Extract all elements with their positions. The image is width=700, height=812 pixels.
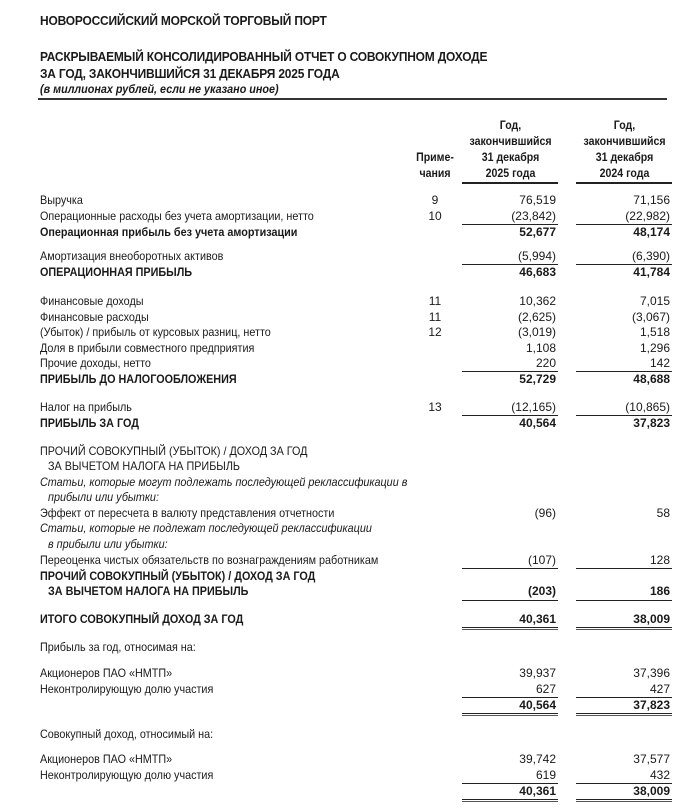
section-heading: ПРОЧИЙ СОВОКУПНЫЙ (УБЫТОК) / ДОХОД ЗА ГОД [40,444,308,458]
table-row: Переоценка чистых обязательств по вознаграждениям работникам (107) 128 [40,553,670,567]
column-header-rule [462,182,558,184]
table-row-total: ИТОГО СОВОКУПНЫЙ ДОХОД ЗА ГОД 40,361 38,009 [40,612,670,626]
table-row-total: 40,361 38,009 [519,784,670,798]
table-row: Операционные расходы без учета амортизации, нетто 10 (23,842) (22,982) [40,209,670,223]
total-double-rule [576,627,672,630]
table-row-subtotal: ПРИБЫЛЬ ЗА ГОД 40,564 37,823 [40,416,670,430]
statement-title-line2: ЗА ГОД, ЗАКОНЧИВШИЙСЯ 31 ДЕКАБРЯ 2025 ГОДА [40,66,340,81]
column-header-notes: Приме- чания [416,152,454,180]
table-row: Акционеров ПАО «НМТП» 39,742 37,577 [40,752,670,766]
table-row-subtotal: ОПЕРАЦИОННАЯ ПРИБЫЛЬ 46,683 41,784 [40,265,670,279]
column-header-rule [576,182,672,184]
attribution-heading: Прибыль за год, относимая на: [40,640,196,654]
section-subheading: прибыли или убытки: [48,490,159,504]
subtotal-rule [462,600,558,601]
table-row: Доля в прибыли совместного предприятия 1,108 1,296 [40,341,670,355]
table-row-subtotal: ПРИБЫЛЬ ДО НАЛОГООБЛОЖЕНИЯ 52,729 48,688 [40,372,670,386]
section-subheading: Статьи, которые могут подлежать последующей реклассификации в [40,475,408,489]
table-row-subtotal: ЗА ВЫЧЕТОМ НАЛОГА НА ПРИБЫЛЬ (203) 186 [48,584,670,598]
table-row: Эффект от пересчета в валюту представления отчетности (96) 58 [40,506,670,520]
table-row: Финансовые доходы 11 10,362 7,015 [40,294,670,308]
table-row-subtotal: ПРОЧИЙ СОВОКУПНЫЙ (УБЫТОК) / ДОХОД ЗА ГОД [40,569,316,583]
table-row: (Убыток) / прибыль от курсовых разниц, нетто 12 (3,019) 1,518 [40,325,670,339]
total-double-rule [576,713,672,716]
total-double-rule [462,713,558,716]
section-heading: ЗА ВЫЧЕТОМ НАЛОГА НА ПРИБЫЛЬ [48,459,241,473]
total-double-rule [576,799,672,802]
statement-title-line1: РАСКРЫВАЕМЫЙ КОНСОЛИДИРОВАННЫЙ ОТЧЕТ О СОВОКУПНОМ ДОХОДЕ [40,49,488,64]
table-row: Неконтролирующую долю участия 619 432 [40,768,670,782]
table-row-subtotal: Операционная прибыль без учета амортизации 52,677 48,174 [40,225,670,239]
table-row: Прочие доходы, нетто 220 142 [40,356,670,370]
units-note: (в миллионах рублей, если не указано иное) [40,82,279,96]
column-header-2025: Год, закончившийся 31 декабря 2025 года [469,120,552,180]
section-subheading: Статьи, которые не подлежат последующей реклассификации [40,521,372,535]
total-double-rule [462,799,558,802]
table-row-total: 40,564 37,823 [519,698,670,712]
table-row-revenue: Выручка 9 76,519 71,156 [40,193,670,207]
table-row: Амортизация внеоборотных активов (5,994) (6,390) [40,249,670,263]
section-subheading: в прибыли или убытки: [48,537,168,551]
table-row: Неконтролирующую долю участия 627 427 [40,682,670,696]
table-row: Налог на прибыль 13 (12,165) (10,865) [40,400,670,414]
attribution-heading: Совокупный доход, относимый на: [40,727,214,741]
subtotal-rule [576,600,672,601]
table-row: Акционеров ПАО «НМТП» 39,937 37,396 [40,666,670,680]
table-row: Финансовые расходы 11 (2,625) (3,067) [40,310,670,324]
header-divider [38,98,667,100]
total-double-rule [462,627,558,630]
company-name: НОВОРОССИЙСКИЙ МОРСКОЙ ТОРГОВЫЙ ПОРТ [40,13,327,28]
column-header-2024: Год, закончившийся 31 декабря 2024 года [583,120,666,180]
